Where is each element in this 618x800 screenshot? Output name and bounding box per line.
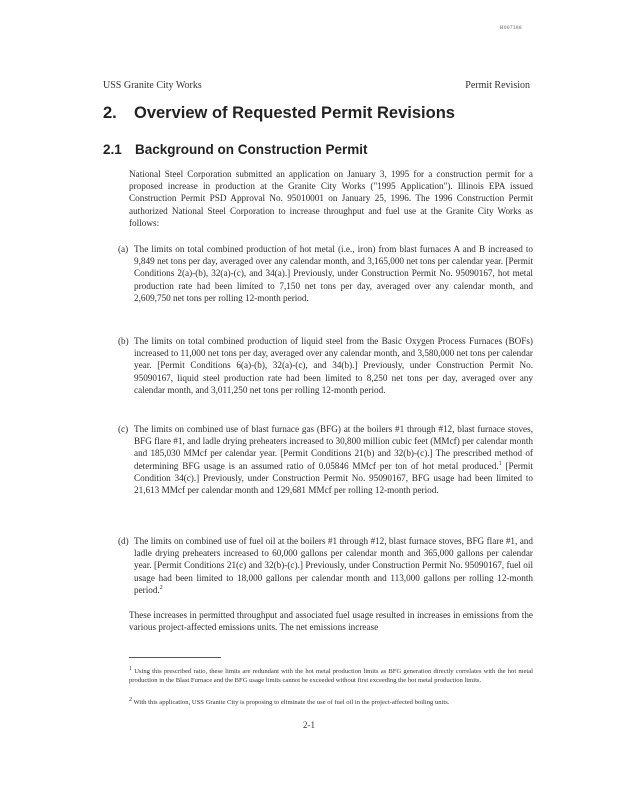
list-item-text: The limits on total combined production of hot metal (i.e., iron) from blast furnaces A and B increased to 9,849 net tons per day, averaged over any calendar month, and 3,165,000 net tons per calendar year. [Permit Conditions 2(a)-(b), 32(a)-(c), and 34(a).] Previously, under Construction Permit No. 95090167, hot metal production rate had been limited to 7,150 net tons per day, averaged over any calendar month, and 2,609,750 net tons per rolling 12-month period. [134,244,533,303]
list-item-text: The limits on combined use of blast furnace gas (BFG) at the boilers #1 through #12, blast furnace stoves, BFG flare #1, and ladle drying preheaters increased to 30,800 million cubic feet (MMcf) per calendar month and 185,030 MMcf per calendar year. [Permit Conditions 21(b) and 32(b)-(c).] The prescribed method of determining BFG usage is an assumed ratio of 0.05846 MMcf per ton of hot metal produced. [134,424,534,471]
footnote-ref[interactable]: 1 [498,460,502,467]
footnote-mark: 2 [129,696,132,703]
running-header-right: Permit Revision [465,80,530,91]
footnote [129,665,533,685]
footnote-text: With this application, USS Granite City is proposing to eliminate the use of fuel oil in the project-affected boiling units. [133,699,450,706]
list-item-text: The limits on total combined production of liquid steel from the Basic Oxygen Process Furnaces (BOFs) increased to 11,000 net tons per day, averaged over any calendar month, and 3,580,000 net tons per calendar year. [Permit Conditions 6(a)-(b), 32(a)-(c), and 34(b).] Previously, under Construction Permit No. 95090167, liquid steel production rate had been limited to 8,250 net tons per day, averaged over any calendar month, and 3,011,250 net tons per rolling 12-month period. [134,336,533,395]
running-header-left: USS Granite City Works [103,80,202,91]
subsection-number: 2.1 [103,142,122,157]
footnote-ref[interactable]: 2 [159,584,163,591]
footnote [129,696,533,708]
section-number: 2. [103,104,117,122]
footnote-divider [129,657,221,658]
list-item-text: The limits on combined use of fuel oil at the boilers #1 through #12, blast furnace stoves, BFG flare #1, and ladle drying preheaters increased to 60,000 gallons per calendar month and 365,000 gallons per calendar year. [Permit Conditions 21(c) and 32(b)-(c).] Previously, under Construction Permit No. 95090167, fuel oil usage had been limited to 18,000 gallons per calendar month and 113,000 gallons per rolling 12-month period. [134,536,533,595]
page-number: 2-1 [303,720,315,730]
section-heading [103,104,543,123]
list-item-label: (c) [118,424,129,434]
list-item-text-wrapper [134,423,533,496]
list-item-label: (d) [118,536,129,546]
subsection-title: Background on Construction Permit [135,142,368,157]
list-item-text-wrapper [134,535,533,596]
list-item-text-continued: [Permit Condition 34(c).] Previously, under Construction Permit No. 95090167, BFG usage had been limited to 21,613 MMcf per calendar month and 129,681 MMcf per rolling 12-month period. [134,460,534,496]
footnote-mark: 1 [129,665,132,672]
intro-paragraph: National Steel Corporation submitted an application on January 3, 1995 for a construction permit for a proposed increase in production at the Granite City Works ("1995 Application"). Illinois EPA issued Construction Permit PSD Approval No. 95010001 on January 25, 1996. The 1996 Construction Permit authorized National Steel Corporation to increase throughput and fuel use at the Granite City Works as follows: [129,169,533,228]
list-item-label: (b) [118,336,129,346]
bates-number: H007388 [499,26,522,31]
subsection-heading [103,142,543,157]
closing-paragraph: These increases in permitted throughput and associated fuel usage resulted in increases in emissions from the various project-affected emissions units. The net emissions increase [129,610,533,633]
section-title: Overview of Requested Permit Revisions [134,104,455,122]
list-item-label: (a) [118,244,129,254]
footnote-text: Using this prescribed ratio, these limits are redundant with the hot metal production limits as BFG generation directly correlates with the hot metal production in the Blast Furnace and the BFG usage limits cannot be exceeded without first exceeding the hot metal production limits. [129,668,533,684]
